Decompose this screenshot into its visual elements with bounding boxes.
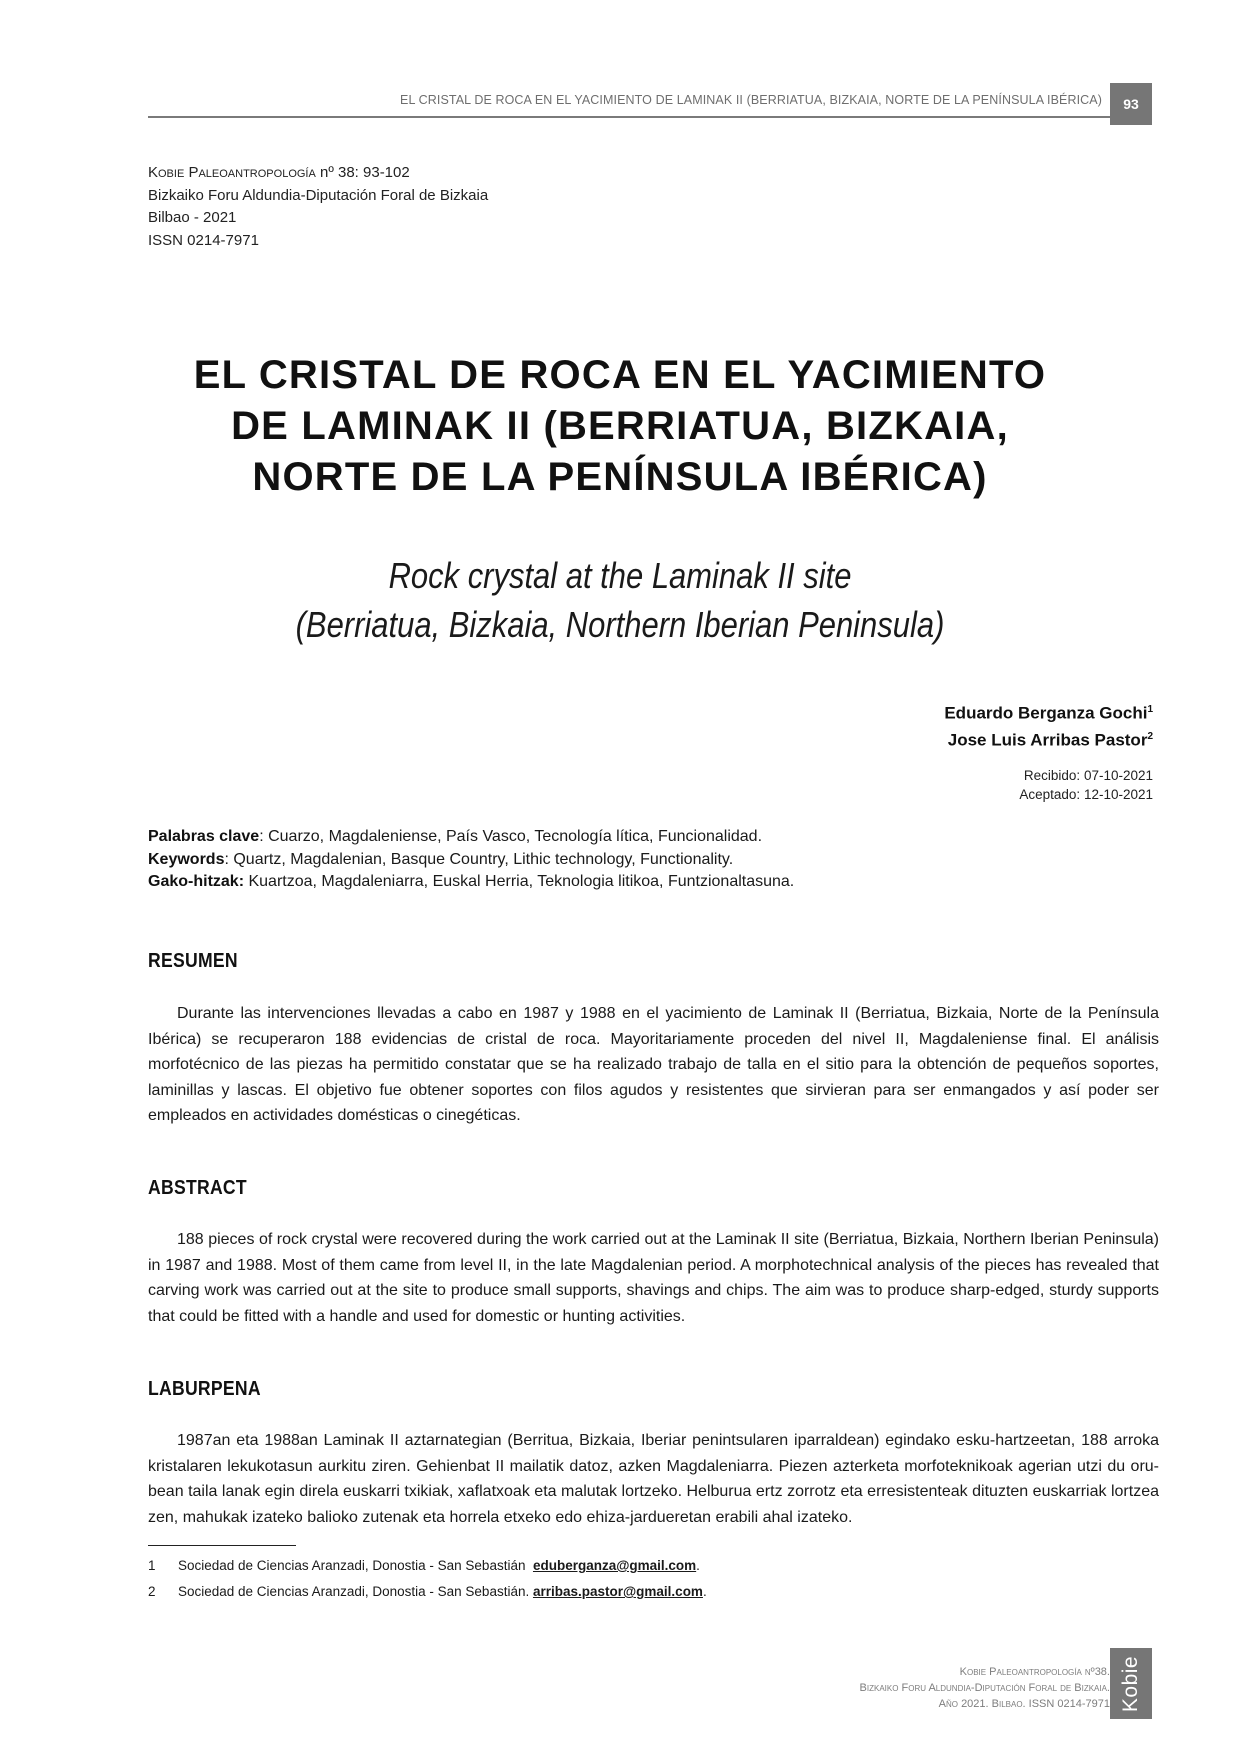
submission-dates <box>1019 766 1153 804</box>
affiliation-marker: 1 <box>1147 704 1153 715</box>
abstract-heading: ABSTRACT <box>148 1177 247 1199</box>
header-rule <box>148 116 1110 118</box>
subtitle-line-1: Rock crystal at the Laminak II site <box>388 555 852 596</box>
received-date: Recibido: 07-10-2021 <box>1023 768 1153 783</box>
resumen-body: Durante las intervenciones llevadas a cabo en 1987 y 1988 en el yacimiento de Laminak II (Berriatua, Bizkaia, Norte de la Península Ibérica) se recuperaron 188 evidencias de cristal de roca. Mayoritariamente proceden del nivel II, Magdaleniense final. El análisis morfotécnico de las piezas ha permitido constatar que se ha realizado trabajo de talla en el sitio para la obtención de pequeños soportes, laminillas y lascas. El objetivo fue obtener soportes con filos agudos y resistentes que sirvieran para ser enmangados y así poder ser empleados en actividades domésticas o cinegéticas. <box>148 1005 1159 1124</box>
title-line-3: NORTE DE LA PENÍNSULA IBÉRICA) <box>252 455 988 499</box>
article-title <box>150 350 1090 503</box>
resumen-heading: RESUMEN <box>148 950 238 972</box>
journal-issue: nº 38: 93-102 <box>315 164 410 181</box>
authors <box>944 698 1153 751</box>
footnote-1: 1 Sociedad de Ciencias Aranzadi, Donostia - San Sebastián eduberganza@gmail.com. <box>148 1558 700 1573</box>
email-link-2[interactable]: arribas.pastor@gmail.com <box>532 1584 703 1599</box>
running-header-title: EL CRISTAL DE ROCA EN EL YACIMIENTO DE LAMINAK II (BERRIATUA, BIZKAIA, NORTE DE LA PENÍNSULA IBÉRICA) <box>400 93 1102 107</box>
keywords-en: Keywords: Quartz, Magdalenian, Basque Country, Lithic technology, Functionality. <box>148 850 734 868</box>
affiliation-marker: 2 <box>1147 730 1153 742</box>
author-1: Eduardo Berganza Gochi$^1$ <box>944 703 1153 723</box>
journal-citation <box>148 162 488 185</box>
subtitle-line-2: (Berriatua, Bizkaia, Northern Iberian Peninsula) <box>295 604 945 645</box>
kobie-logo-text: Kobie <box>1119 1655 1142 1712</box>
footer-citation: Kobie Paleoantropología nº38. Bizkaiko Foru Aldundia-Diputación Foral de Bizkaia. Año 2021. Bilbao. ISSN 0214-7971 <box>859 1666 1110 1710</box>
article-subtitle <box>216 551 1024 649</box>
accepted-date: Aceptado: 12-10-2021 <box>1019 787 1153 802</box>
journal-meta <box>148 162 488 252</box>
footnote-2: 2 Sociedad de Ciencias Aranzadi, Donostia - San Sebastián. arribas.pastor@gmail.com. <box>148 1584 707 1599</box>
keywords-eu: Gako-hitzak: Kuartzoa, Magdaleniarra, Euskal Herria, Teknologia litikoa, Funtzionaltasuna. <box>148 873 795 890</box>
issn: ISSN 0214-7971 <box>148 231 259 249</box>
email-link-1[interactable]: eduberganza@gmail.com <box>532 1558 697 1573</box>
keywords-es: Palabras clave: Cuarzo, Magdaleniense, País Vasco, Tecnología lítica, Funcionalidad. <box>148 828 763 845</box>
journal-name: Kobie Paleoantropología <box>148 164 316 181</box>
laburpena-body: 1987an eta 1988an Laminak II aztarnategian (Berritua, Bizkaia, Iberiar penintsularen iparraldean) egindako esku-hartzeetan, 188 arroka kristalaren lekukotasun aurkitu ziren. Gehienbat II mailatik datoz, azken Magdaleniarra. Piezen azterketa morfoteknikoak agerian utzi du oru-bean taila lanak egin direla euskarri txikiak, xaflatxoak eta malutak lortzeko. Helburua ertz zorrotz eta erresistenteak dituzten euskarriak lortzea zen, mahukak izateko balioko zutenak eta horrela etxeko edo ehiza-jardueretan erabili ahal izateko. <box>148 1432 1159 1526</box>
place-year: Bilbao - 2021 <box>148 209 237 226</box>
page-number: 93 <box>1123 96 1139 112</box>
title-line-1: EL CRISTAL DE ROCA EN EL YACIMIENTO <box>193 353 1047 397</box>
publisher: Bizkaiko Foru Aldundia-Diputación Foral de Bizkaia <box>148 186 489 204</box>
title-line-2: DE LAMINAK II (BERRIATUA, BIZKAIA, <box>231 404 1009 448</box>
abstract-body: 188 pieces of rock crystal were recovered during the work carried out at the Laminak II site (Berriatua, Bizkaia, Northern Iberian Peninsula) in 1987 and 1988. Most of them came from level II, in the late Magdalenian period. A morphotechnical analysis of the pieces has revealed that carving work was carried out at the site to produce small supports, shavings and chips. The aim was to produce sharp-edged, sturdy supports that could be fitted with a handle and used for domestic or hunting activities. <box>148 1231 1159 1325</box>
author-2: Jose Luis Arribas Pastor$^2$ <box>947 730 1153 750</box>
page-number-badge <box>1110 83 1152 125</box>
footnote-rule <box>148 1545 296 1546</box>
keywords-block <box>148 826 794 894</box>
kobie-logo <box>1110 1648 1152 1719</box>
laburpena-heading: LABURPENA <box>148 1378 261 1400</box>
